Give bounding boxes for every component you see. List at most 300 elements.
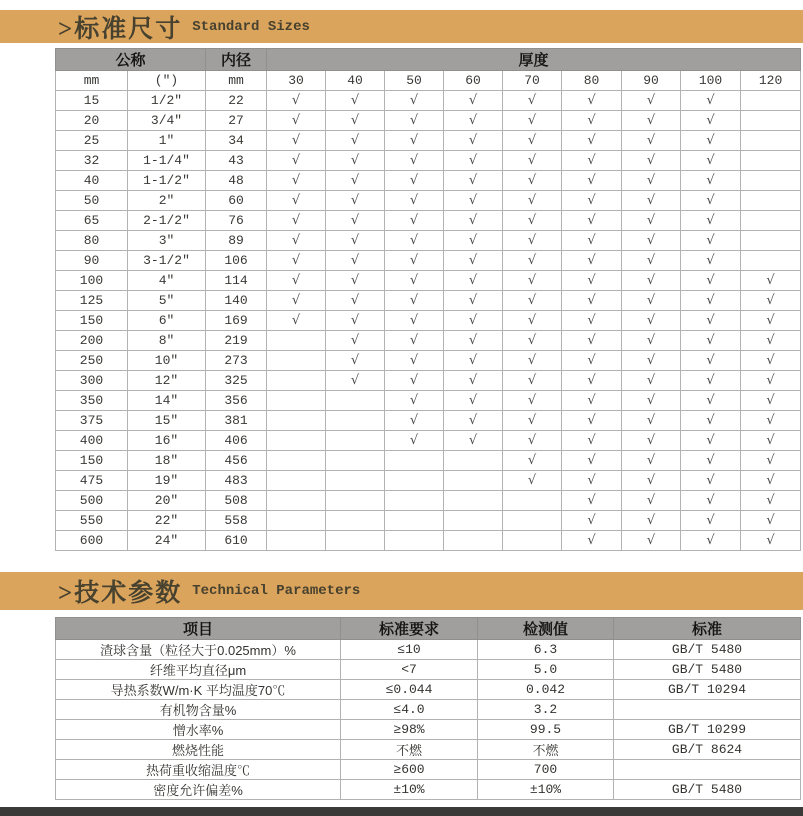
availability-empty-cell [385,471,444,491]
availability-check-cell: √ [503,411,562,431]
parameter-row [56,740,801,760]
parameter-row [56,760,801,780]
availability-check-cell: √ [444,431,503,451]
standard-ref-cell: GB/T 10299 [614,720,801,740]
availability-check-cell: √ [385,331,444,351]
availability-check-cell: √ [622,131,681,151]
thickness-value-header: 70 [503,71,562,91]
nominal-inch-cell: 2-1/2″ [128,211,206,231]
nominal-inch-cell: 6″ [128,311,206,331]
parameter-name-cell: 热荷重收缩温度℃ [56,760,341,780]
availability-check-cell: √ [385,431,444,451]
size-row [56,511,801,531]
size-row [56,191,801,211]
nominal-mm-cell: 15 [56,91,128,111]
availability-check-cell: √ [622,191,681,211]
availability-check-cell: √ [326,91,385,111]
measured-value-cell: 3.2 [478,700,614,720]
nominal-mm-cell: 25 [56,131,128,151]
availability-check-cell: √ [562,351,622,371]
size-row [56,351,801,371]
nominal-inch-cell: 4″ [128,271,206,291]
nominal-mm-cell: 250 [56,351,128,371]
availability-check-cell: √ [385,111,444,131]
size-row [56,311,801,331]
availability-check-cell: √ [385,351,444,371]
nominal-inch-cell: 1″ [128,131,206,151]
availability-check-cell: √ [326,211,385,231]
availability-empty-cell [741,251,801,271]
availability-check-cell: √ [326,351,385,371]
nominal-inch-cell: 22″ [128,511,206,531]
availability-check-cell: √ [444,171,503,191]
availability-empty-cell [326,491,385,511]
nominal-inch-header: (″) [128,71,206,91]
availability-check-cell: √ [385,251,444,271]
nominal-inch-cell: 16″ [128,431,206,451]
availability-check-cell: √ [385,191,444,211]
nominal-mm-cell: 475 [56,471,128,491]
measured-value-cell: 99.5 [478,720,614,740]
parameter-name-cell: 燃烧性能 [56,740,341,760]
availability-check-cell: √ [326,151,385,171]
availability-check-cell: √ [503,171,562,191]
availability-check-cell: √ [681,511,741,531]
inner-diameter-cell: 43 [206,151,267,171]
availability-check-cell: √ [267,91,326,111]
availability-check-cell: √ [681,191,741,211]
availability-empty-cell [385,511,444,531]
parameter-row [56,660,801,680]
inner-diameter-cell: 325 [206,371,267,391]
availability-check-cell: √ [681,431,741,451]
inner-diameter-cell: 76 [206,211,267,231]
availability-check-cell: √ [326,331,385,351]
availability-check-cell: √ [444,371,503,391]
thickness-value-header: 100 [681,71,741,91]
size-row [56,271,801,291]
thickness-value-header: 60 [444,71,503,91]
availability-empty-cell [741,151,801,171]
availability-empty-cell [444,471,503,491]
availability-check-cell: √ [503,231,562,251]
measured-value-cell: 6.3 [478,640,614,660]
technical-parameters-title-cn: >技术参数 [58,580,183,607]
nominal-mm-header: mm [56,71,128,91]
availability-empty-cell [444,451,503,471]
nominal-inch-cell: 3″ [128,231,206,251]
availability-check-cell: √ [681,471,741,491]
availability-check-cell: √ [562,391,622,411]
availability-check-cell: √ [562,91,622,111]
availability-check-cell: √ [385,311,444,331]
availability-check-cell: √ [326,131,385,151]
availability-check-cell: √ [622,451,681,471]
size-row [56,371,801,391]
availability-check-cell: √ [681,211,741,231]
availability-check-cell: √ [622,271,681,291]
nominal-mm-cell: 80 [56,231,128,251]
size-row [56,411,801,431]
availability-check-cell: √ [267,151,326,171]
nominal-inch-cell: 1-1/2″ [128,171,206,191]
thickness-value-header: 120 [741,71,801,91]
inner-diameter-cell: 106 [206,251,267,271]
availability-check-cell: √ [622,431,681,451]
availability-empty-cell [444,491,503,511]
measured-value-column-header: 检测值 [478,618,614,640]
availability-check-cell: √ [741,531,801,551]
availability-check-cell: √ [385,371,444,391]
nominal-inch-cell: 1-1/4″ [128,151,206,171]
nominal-mm-cell: 50 [56,191,128,211]
availability-check-cell: √ [444,151,503,171]
availability-check-cell: √ [681,271,741,291]
availability-check-cell: √ [562,291,622,311]
availability-check-cell: √ [267,191,326,211]
inner-diameter-cell: 60 [206,191,267,211]
availability-check-cell: √ [503,271,562,291]
nominal-mm-cell: 300 [56,371,128,391]
availability-check-cell: √ [267,231,326,251]
nominal-inch-cell: 5″ [128,291,206,311]
availability-check-cell: √ [503,431,562,451]
availability-check-cell: √ [562,211,622,231]
availability-check-cell: √ [562,331,622,351]
standard-ref-cell: GB/T 5480 [614,640,801,660]
availability-check-cell: √ [622,531,681,551]
availability-check-cell: √ [267,251,326,271]
availability-check-cell: √ [741,451,801,471]
measured-value-cell: ±10% [478,780,614,800]
availability-empty-cell [503,491,562,511]
availability-check-cell: √ [681,91,741,111]
measured-value-cell: 5.0 [478,660,614,680]
availability-empty-cell [267,491,326,511]
availability-check-cell: √ [622,171,681,191]
availability-empty-cell [267,331,326,351]
availability-empty-cell [741,211,801,231]
inner-diameter-cell: 27 [206,111,267,131]
size-row [56,391,801,411]
footer-bar [0,807,803,816]
availability-empty-cell [267,391,326,411]
availability-empty-cell [503,511,562,531]
availability-check-cell: √ [503,391,562,411]
availability-check-cell: √ [444,351,503,371]
inner-diameter-cell: 34 [206,131,267,151]
parameter-row [56,640,801,660]
measured-value-cell: 不燃 [478,740,614,760]
availability-check-cell: √ [681,131,741,151]
availability-empty-cell [267,471,326,491]
section-banner-standard-sizes [0,10,803,43]
availability-check-cell: √ [385,211,444,231]
availability-check-cell: √ [562,451,622,471]
availability-check-cell: √ [326,171,385,191]
size-row [56,111,801,131]
availability-empty-cell [741,171,801,191]
availability-check-cell: √ [622,471,681,491]
nominal-mm-cell: 400 [56,431,128,451]
availability-check-cell: √ [385,171,444,191]
availability-check-cell: √ [385,271,444,291]
parameter-name-cell: 渣球含量（粒径大于0.025mm）% [56,640,341,660]
availability-check-cell: √ [681,411,741,431]
availability-check-cell: √ [622,331,681,351]
standard-requirement-cell: ≥98% [341,720,478,740]
nominal-inch-cell: 18″ [128,451,206,471]
nominal-mm-cell: 90 [56,251,128,271]
availability-check-cell: √ [562,411,622,431]
standard-ref-cell: GB/T 8624 [614,740,801,760]
availability-check-cell: √ [326,371,385,391]
nominal-inch-cell: 14″ [128,391,206,411]
size-row [56,331,801,351]
inner-diameter-cell: 89 [206,231,267,251]
standard-requirement-cell: <7 [341,660,478,680]
availability-check-cell: √ [267,311,326,331]
thickness-value-header: 40 [326,71,385,91]
availability-empty-cell [326,431,385,451]
thickness-value-header: 50 [385,71,444,91]
availability-check-cell: √ [741,511,801,531]
availability-check-cell: √ [385,291,444,311]
size-row [56,491,801,511]
technical-parameters-title-en: Technical Parameters [192,583,361,599]
availability-check-cell: √ [622,491,681,511]
availability-check-cell: √ [562,471,622,491]
availability-check-cell: √ [503,471,562,491]
size-row [56,171,801,191]
inner-diameter-cell: 169 [206,311,267,331]
availability-check-cell: √ [267,271,326,291]
availability-check-cell: √ [444,391,503,411]
parameter-name-cell: 憎水率% [56,720,341,740]
section-banner-technical-parameters [0,572,803,610]
nominal-inch-cell: 15″ [128,411,206,431]
availability-check-cell: √ [326,111,385,131]
size-row [56,151,801,171]
availability-check-cell: √ [562,511,622,531]
availability-empty-cell [444,531,503,551]
size-row [56,251,801,271]
availability-check-cell: √ [741,351,801,371]
availability-check-cell: √ [326,231,385,251]
availability-check-cell: √ [562,191,622,211]
nominal-inch-cell: 2″ [128,191,206,211]
size-row [56,211,801,231]
size-row [56,231,801,251]
availability-check-cell: √ [444,251,503,271]
availability-empty-cell [326,471,385,491]
availability-check-cell: √ [562,271,622,291]
availability-check-cell: √ [681,291,741,311]
availability-check-cell: √ [622,111,681,131]
availability-check-cell: √ [622,411,681,431]
availability-check-cell: √ [385,231,444,251]
parameter-name-cell: 导热系数W/m·K 平均温度70℃ [56,680,341,700]
availability-empty-cell [267,371,326,391]
thickness-group-header: 厚度 [267,49,801,71]
availability-check-cell: √ [622,91,681,111]
availability-check-cell: √ [444,131,503,151]
availability-check-cell: √ [503,331,562,351]
availability-check-cell: √ [503,451,562,471]
size-row [56,91,801,111]
size-row [56,451,801,471]
availability-check-cell: √ [681,311,741,331]
standard-sizes-body [56,91,801,551]
availability-check-cell: √ [681,111,741,131]
nominal-inch-cell: 1/2″ [128,91,206,111]
availability-check-cell: √ [741,371,801,391]
nominal-mm-cell: 40 [56,171,128,191]
nominal-inch-cell: 3/4″ [128,111,206,131]
availability-check-cell: √ [562,171,622,191]
nominal-mm-cell: 32 [56,151,128,171]
availability-check-cell: √ [622,211,681,231]
nominal-mm-cell: 350 [56,391,128,411]
size-row [56,431,801,451]
availability-check-cell: √ [681,151,741,171]
availability-check-cell: √ [326,291,385,311]
availability-check-cell: √ [503,111,562,131]
standard-requirement-cell: ±10% [341,780,478,800]
availability-check-cell: √ [444,411,503,431]
availability-empty-cell [385,491,444,511]
availability-check-cell: √ [562,131,622,151]
availability-check-cell: √ [444,191,503,211]
availability-empty-cell [267,411,326,431]
availability-check-cell: √ [444,231,503,251]
availability-check-cell: √ [503,211,562,231]
availability-check-cell: √ [681,231,741,251]
availability-check-cell: √ [503,351,562,371]
availability-check-cell: √ [681,251,741,271]
availability-check-cell: √ [681,171,741,191]
availability-empty-cell [444,511,503,531]
thickness-value-header: 80 [562,71,622,91]
availability-check-cell: √ [741,271,801,291]
availability-check-cell: √ [503,251,562,271]
standard-requirement-cell: ≤0.044 [341,680,478,700]
availability-check-cell: √ [326,251,385,271]
measured-value-cell: 0.042 [478,680,614,700]
availability-check-cell: √ [562,151,622,171]
nominal-mm-cell: 200 [56,331,128,351]
page [0,10,803,816]
availability-check-cell: √ [444,111,503,131]
availability-check-cell: √ [267,111,326,131]
technical-parameters-table [55,617,801,800]
nominal-mm-cell: 100 [56,271,128,291]
inner-diameter-group-header: 内径 [206,49,267,71]
availability-check-cell: √ [444,331,503,351]
availability-check-cell: √ [444,291,503,311]
availability-empty-cell [503,531,562,551]
availability-check-cell: √ [385,391,444,411]
inner-diameter-cell: 140 [206,291,267,311]
nominal-mm-cell: 150 [56,451,128,471]
availability-check-cell: √ [267,171,326,191]
nominal-mm-cell: 20 [56,111,128,131]
standard-ref-cell: GB/T 5480 [614,660,801,680]
availability-empty-cell [326,411,385,431]
availability-check-cell: √ [444,211,503,231]
availability-check-cell: √ [622,151,681,171]
inner-diameter-cell: 219 [206,331,267,351]
availability-check-cell: √ [681,331,741,351]
size-row [56,471,801,491]
availability-check-cell: √ [741,471,801,491]
standard-sizes-title-cn: >标准尺寸 [58,15,183,43]
inner-diameter-cell: 48 [206,171,267,191]
parameter-header-row [56,618,801,640]
parameter-name-cell: 纤维平均直径μm [56,660,341,680]
inner-diameter-cell: 483 [206,471,267,491]
availability-check-cell: √ [741,411,801,431]
availability-check-cell: √ [681,491,741,511]
nominal-inch-cell: 20″ [128,491,206,511]
standard-requirement-cell: ≤4.0 [341,700,478,720]
availability-check-cell: √ [503,191,562,211]
availability-empty-cell [741,231,801,251]
availability-check-cell: √ [741,311,801,331]
availability-empty-cell [267,351,326,371]
standard-sizes-title-en: Standard Sizes [192,18,310,35]
availability-check-cell: √ [267,131,326,151]
size-row [56,131,801,151]
nominal-mm-cell: 125 [56,291,128,311]
availability-check-cell: √ [741,331,801,351]
standard-sizes-table [55,48,801,551]
availability-empty-cell [741,91,801,111]
availability-check-cell: √ [444,91,503,111]
availability-check-cell: √ [681,391,741,411]
availability-check-cell: √ [622,291,681,311]
standard-ref-cell: GB/T 5480 [614,780,801,800]
availability-check-cell: √ [444,271,503,291]
availability-check-cell: √ [326,271,385,291]
parameter-row [56,680,801,700]
nominal-mm-cell: 550 [56,511,128,531]
availability-empty-cell [741,131,801,151]
availability-check-cell: √ [562,111,622,131]
inner-diameter-cell: 610 [206,531,267,551]
availability-check-cell: √ [741,431,801,451]
inner-diameter-cell: 508 [206,491,267,511]
availability-check-cell: √ [622,231,681,251]
availability-check-cell: √ [741,391,801,411]
availability-empty-cell [326,511,385,531]
availability-check-cell: √ [562,431,622,451]
standard-column-header: 标准 [614,618,801,640]
inner-diameter-cell: 381 [206,411,267,431]
measured-value-cell: 700 [478,760,614,780]
availability-check-cell: √ [681,451,741,471]
availability-empty-cell [326,531,385,551]
inner-diameter-cell: 558 [206,511,267,531]
availability-check-cell: √ [385,151,444,171]
availability-empty-cell [267,511,326,531]
thickness-value-header: 30 [267,71,326,91]
availability-check-cell: √ [622,251,681,271]
availability-check-cell: √ [503,91,562,111]
availability-check-cell: √ [622,351,681,371]
standard-requirement-cell: 不燃 [341,740,478,760]
availability-check-cell: √ [622,511,681,531]
